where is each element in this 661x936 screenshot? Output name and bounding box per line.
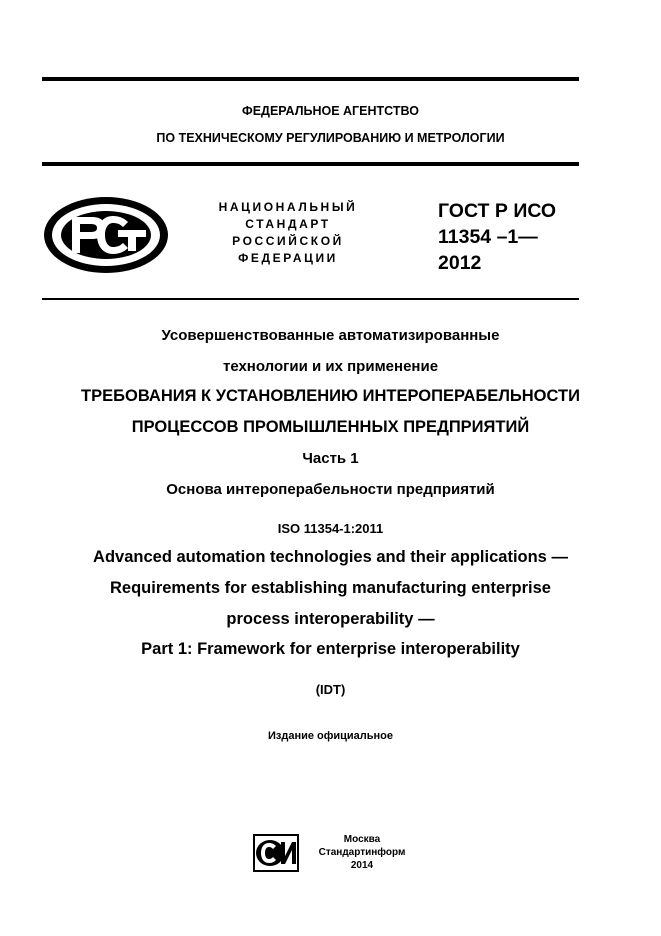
standard-type-line: НАЦИОНАЛЬНЫЙ [218,200,358,214]
title-ru-line-1: Усовершенствованные автоматизированные [161,327,500,344]
standard-type-line: РОССИЙСКОЙ [232,234,344,248]
title-ru-part: Часть 1 [302,450,359,467]
designation-line: ГОСТ Р ИСО [438,200,557,222]
title-ru-line-2: технологии и их применение [222,358,439,375]
title-en-line-2: Requirements for establishing manufacturing enterprise [109,579,551,597]
rst-gost-logo-icon [42,195,170,275]
title-ru-line-3: ТРЕБОВАНИЯ К УСТАНОВЛЕНИЮ ИНТЕРОПЕРАБЕЛЬНОСТИ [81,387,580,405]
publisher-year: 2014 [350,860,374,871]
standartinform-logo-icon [253,834,299,872]
title-ru-subtitle: Основа интероперабельности предприятий [166,481,495,498]
publisher-info [300,833,424,872]
title-en-line-1: Advanced automation technologies and their applications — [93,548,568,566]
standard-type [208,199,368,267]
designation-line: 2012 [438,252,482,274]
edition-label: Издание официальное [267,730,394,742]
standard-type-line: ФЕДЕРАЦИИ [238,251,338,265]
publisher-city: Москва [343,834,381,845]
standard-type-line: СТАНДАРТ [245,217,331,231]
iso-reference: ISO 11354-1:2011 [277,521,384,536]
agency-line-2: ПО ТЕХНИЧЕСКОМУ РЕГУЛИРОВАНИЮ И МЕТРОЛОГИИ [156,131,505,145]
agency-line-1: ФЕДЕРАЛЬНОЕ АГЕНТСТВО [242,104,419,118]
header-rule [42,162,579,166]
block-rule [42,298,579,300]
publisher-name: Стандартинформ [318,847,406,858]
top-rule [42,77,579,81]
title-en-line-4: Part 1: Framework for enterprise interoperability [141,640,520,658]
standard-designation [438,198,556,276]
idt-label: (IDT) [315,682,346,697]
title-en-line-3: process interoperability — [226,610,435,628]
designation-line: 11354 –1— [438,226,538,248]
title-ru-line-4: ПРОЦЕССОВ ПРОМЫШЛЕННЫХ ПРЕДПРИЯТИЙ [131,418,530,436]
